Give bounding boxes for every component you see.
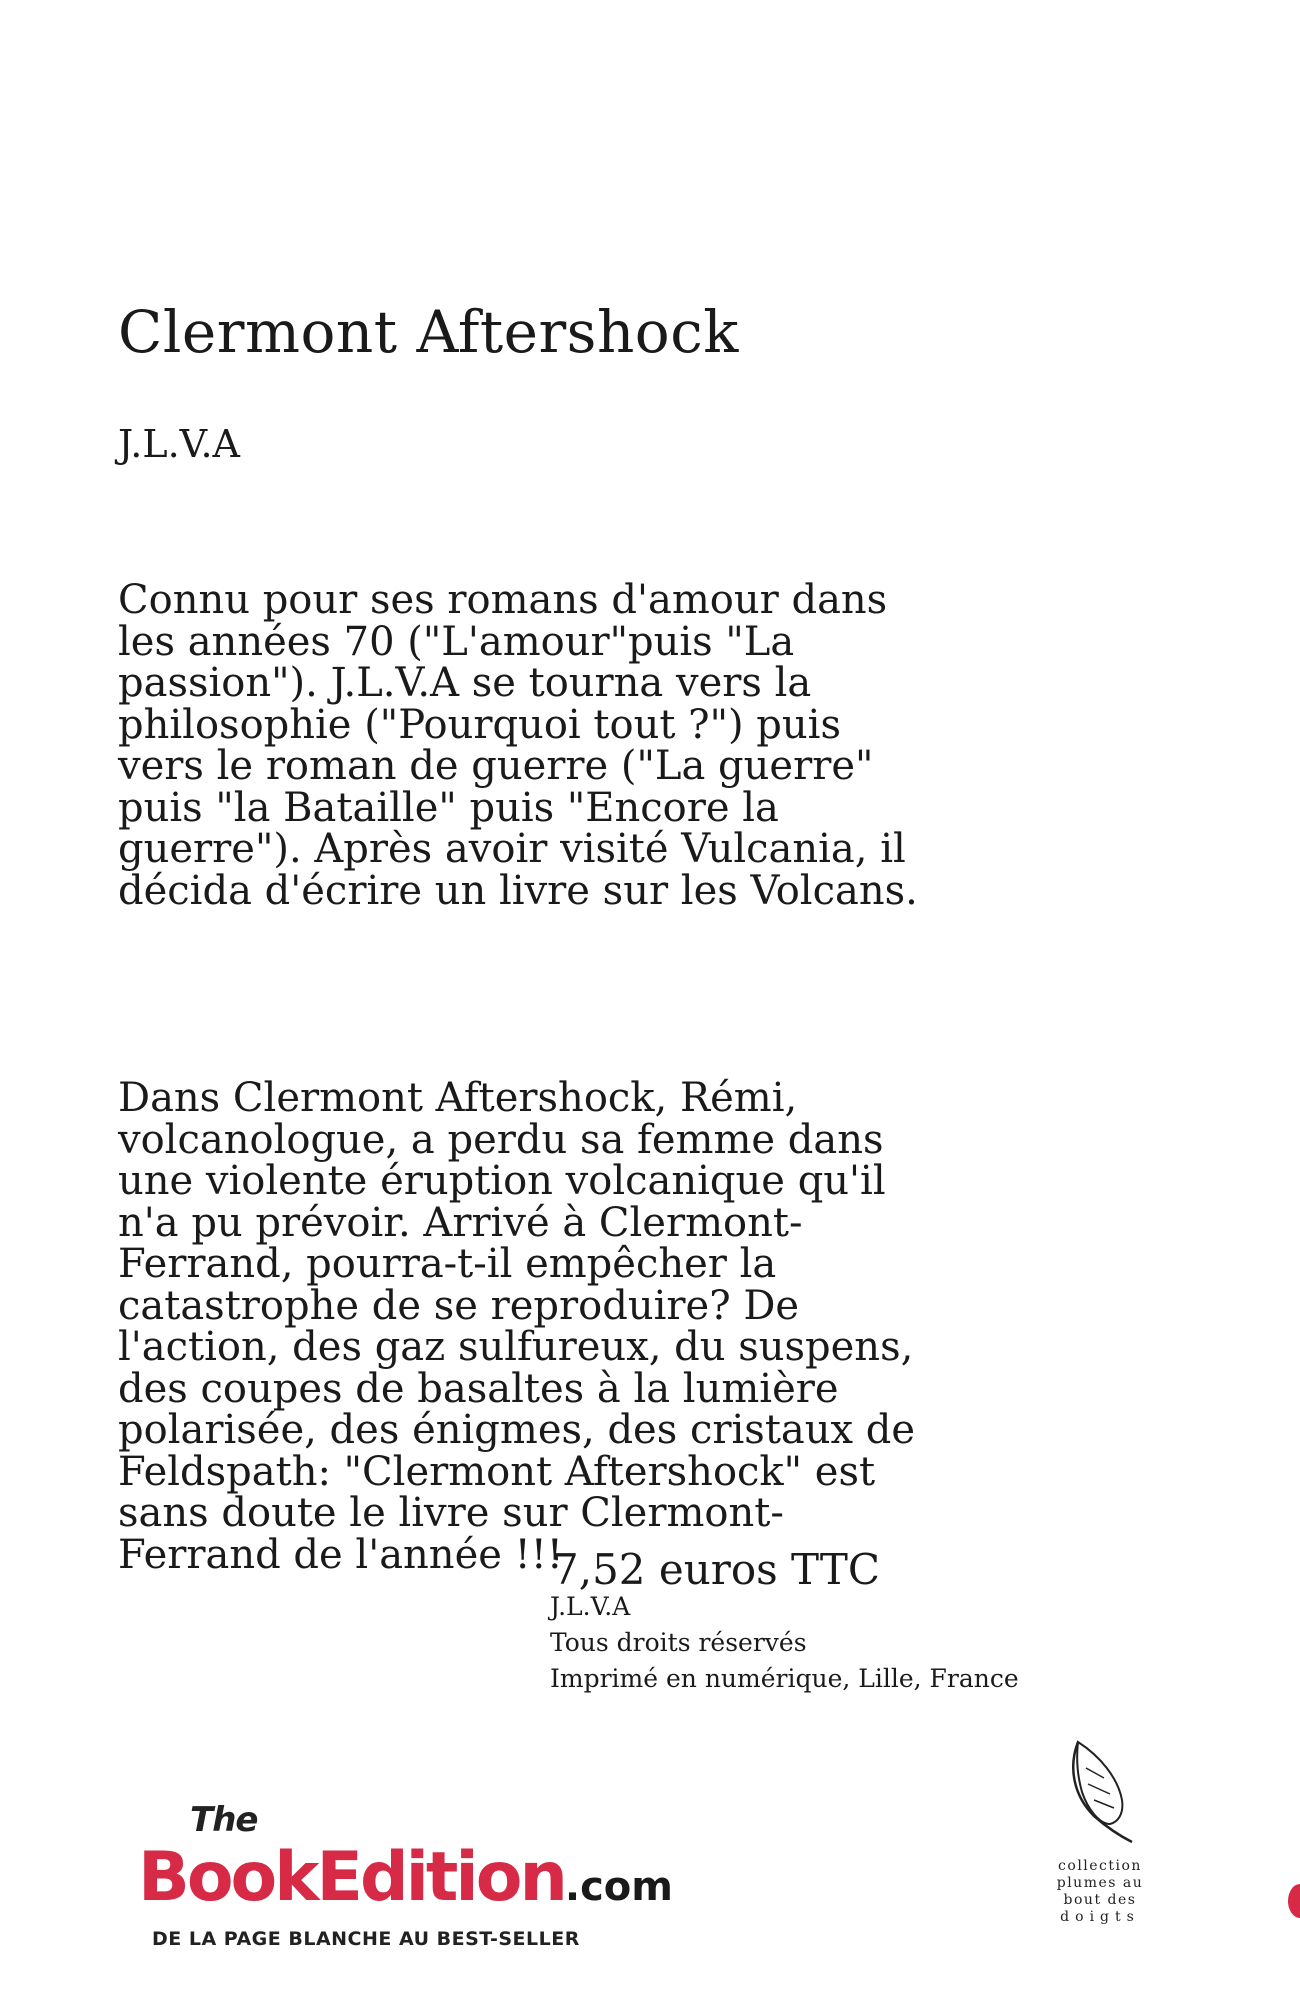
bio-line: passion"). J.L.V.A se tourna vers la — [118, 660, 812, 706]
author-bio — [118, 577, 948, 914]
bio-line: puis "la Bataille" puis "Encore la — [118, 784, 779, 831]
synopsis-line: Ferrand, pourra-t-il empêcher la — [118, 1241, 777, 1287]
synopsis-line: polarisée, des énigmes, des cristaux de — [118, 1407, 916, 1453]
logo-suffix: .com — [564, 1864, 673, 1910]
collection-line: plumes au — [1056, 1875, 1144, 1891]
synopsis-line: volcanologue, a perdu sa femme dans — [118, 1116, 884, 1163]
synopsis-line: sans doute le livre sur Clermont- — [118, 1490, 784, 1536]
synopsis-line: Ferrand de l'année !!! — [118, 1531, 563, 1578]
synopsis-line: l'action, des gaz sulfureux, du suspens, — [118, 1324, 914, 1370]
quill-feather-icon — [1060, 1738, 1140, 1848]
bio-line: philosophie ("Pourquoi tout ?") puis — [118, 701, 841, 748]
book-synopsis — [118, 1075, 948, 1578]
logo-name: BookEdition — [138, 1838, 565, 1917]
synopsis-line: Feldspath: "Clermont Aftershock" est — [118, 1448, 876, 1495]
collection-line: doigts — [1060, 1909, 1140, 1925]
colophon-printed: Imprimé en numérique, Lille, France — [550, 1664, 1019, 1693]
colophon-rights: Tous droits réservés — [550, 1628, 807, 1657]
book-title: Clermont Aftershock — [118, 298, 739, 366]
synopsis-line: Dans Clermont Aftershock, Rémi, — [118, 1075, 798, 1121]
price: 7,52 euros TTC — [552, 1545, 880, 1594]
colophon-author: J.L.V.A — [550, 1592, 631, 1621]
book-author: J.L.V.A — [118, 422, 240, 466]
synopsis-line: n'a pu prévoir. Arrivé à Clermont- — [118, 1199, 803, 1246]
logo-the: The — [190, 1800, 258, 1840]
synopsis-line: des coupes de basaltes à la lumière — [118, 1365, 839, 1412]
bio-line: guerre"). Après avoir visité Vulcania, il — [118, 826, 906, 872]
bio-line: les années 70 ("L'amour"puis "La — [118, 618, 795, 665]
bio-line: Connu pour ses romans d'amour dans — [118, 577, 888, 623]
edge-mark — [1288, 1884, 1300, 1918]
bio-line: vers le roman de guerre ("La guerre" — [118, 743, 874, 789]
synopsis-line: une violente éruption volcanique qu'il — [118, 1158, 886, 1204]
collection-mark — [1040, 1738, 1160, 1926]
bio-line: décida d'écrire un livre sur les Volcans. — [118, 867, 918, 914]
collection-line: bout des — [1063, 1892, 1137, 1908]
logo-tagline: DE LA PAGE BLANCHE AU BEST-SELLER — [152, 1928, 580, 1950]
collection-line: collection — [1058, 1858, 1142, 1874]
logo-wordmark — [138, 1838, 673, 1917]
synopsis-line: catastrophe de se reproduire? De — [118, 1282, 800, 1329]
